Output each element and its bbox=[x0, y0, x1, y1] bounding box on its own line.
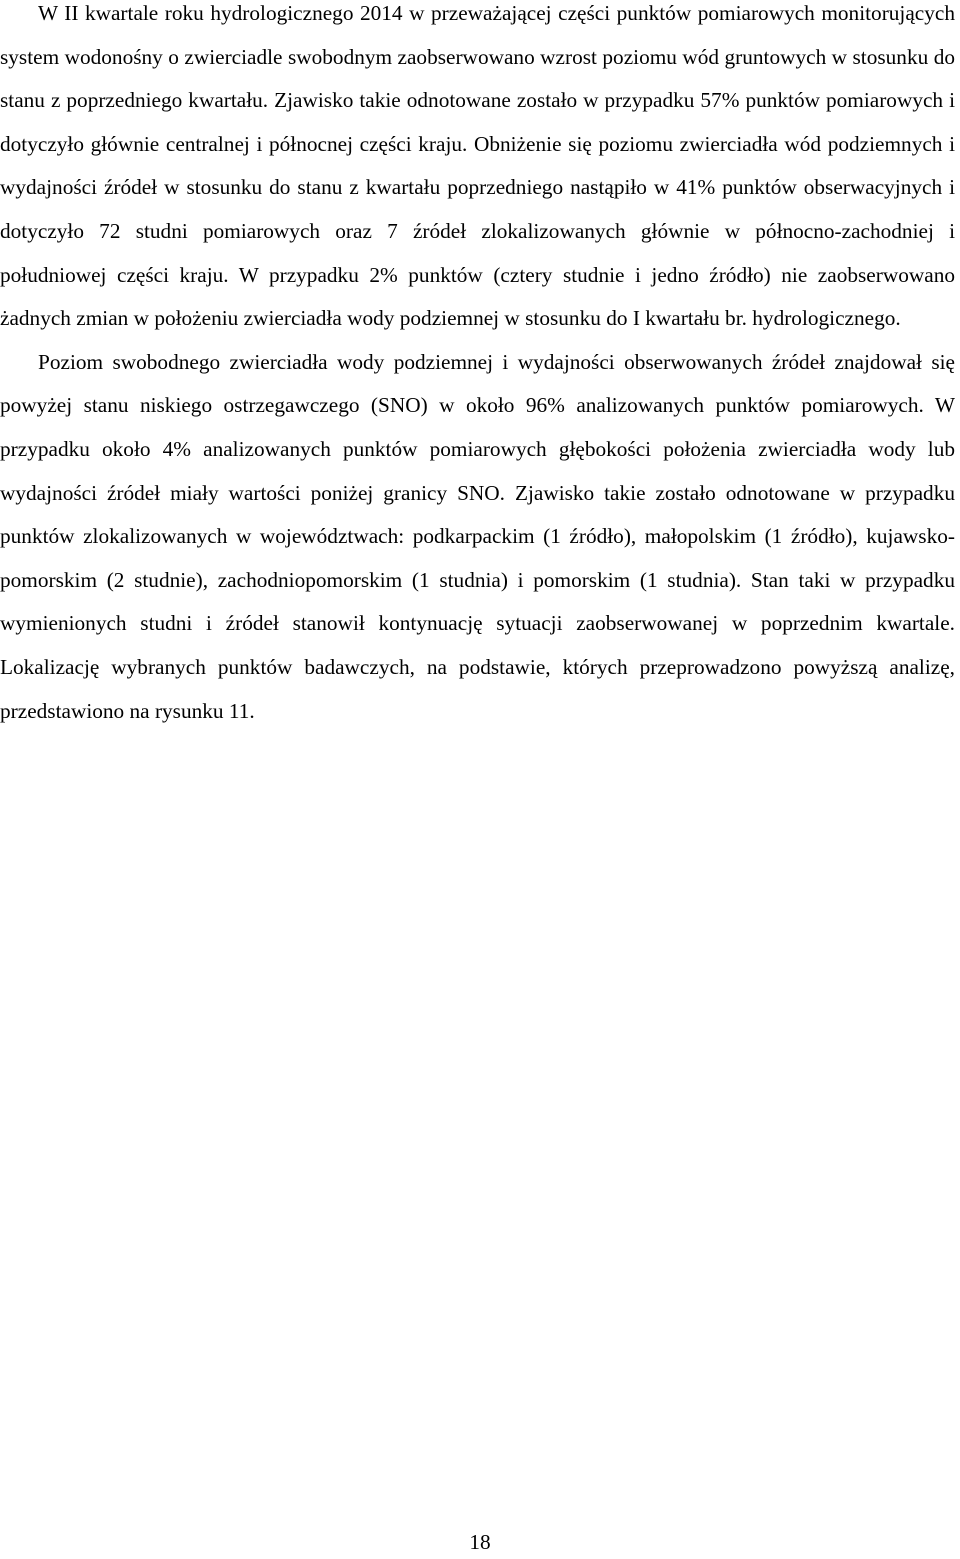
page-number: 18 bbox=[469, 1530, 491, 1554]
paragraph-warning-level: Poziom swobodnego zwierciadła wody podziemnej i wydajności obserwowanych źródeł znajdował się powyżej stanu niskiego ostrzegawczego (SNO) w około 96% analizowanych punktów pomiarowych. W przypadku około 4% analizowanych punktów pomiarowych głębokości położenia zwierciadła wody lub wydajności źródeł miały wartości poniżej granicy SNO. Zjawisko takie zostało odnotowane w przypadku punktów zlokalizowanych w województwach: podkarpackim (1 źródło), małopolskim (1 źródło), kujawsko-pomorskim (2 studnie), zachodniopomorskim (1 studnia) i pomorskim (1 studnia). Stan taki w przypadku wymienionych studni i źródeł stanowił kontynuację sytuacji zaobserwowanej w poprzednim kwartale. Lokalizację wybranych punktów badawczych, na podstawie, których przeprowadzono powyższą analizę, przedstawiono na rysunku 11. bbox=[0, 349, 955, 723]
body-text bbox=[0, 0, 955, 733]
paragraph-groundwater-change: W II kwartale roku hydrologicznego 2014 w przeważającej części punktów pomiarowych monitorujących system wodonośny o zwierciadle swobodnym zaobserwowano wzrost poziomu wód gruntowych w stosunku do stanu z poprzedniego kwartału. Zjawisko takie odnotowane zostało w przypadku 57% punktów pomiarowych i dotyczyło głównie centralnej i północnej części kraju. Obniżenie się poziomu zwierciadła wód podziemnych i wydajności źródeł w stosunku do stanu z kwartału poprzedniego nastąpiło w 41% punktów obserwacyjnych i dotyczyło 72 studni pomiarowych oraz 7 źródeł zlokalizowanych głównie w północno-zachodniej i południowej części kraju. W przypadku 2% punktów (cztery studnie i jedno źródło) nie zaobserwowano żadnych zmian w położeniu zwierciadła wody podziemnej w stosunku do I kwartału br. hydrologicznego. bbox=[0, 1, 955, 331]
